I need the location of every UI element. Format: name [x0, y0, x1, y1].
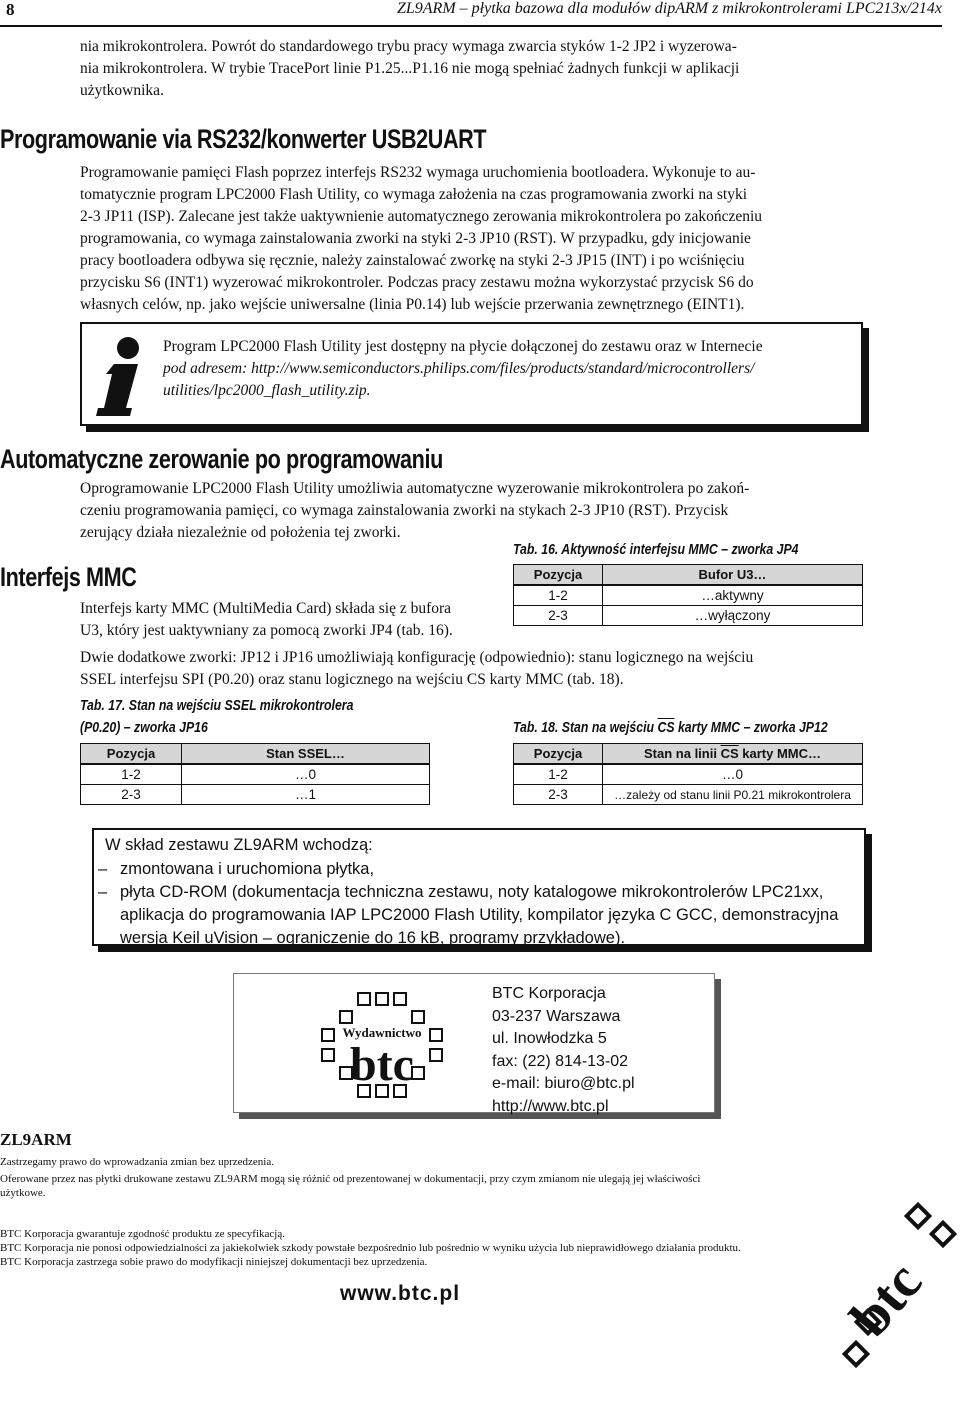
text-line: użytkownika.: [80, 82, 164, 99]
footer-note: Zastrzegamy prawo do wprowadzania zmian bez uprzedzenia.: [0, 1156, 274, 1168]
mmc-paragraph: [80, 598, 500, 642]
footer-note: BTC Korporacja zastrzega sobie prawo do modyfikacji niniejszej dokumentacji bez uprzedzenia.: [0, 1256, 428, 1268]
rs232-paragraph: [80, 162, 866, 316]
table-cell: …1: [182, 785, 430, 805]
table-header: Pozycja: [81, 744, 182, 765]
kit-item: [98, 881, 838, 951]
text-line: Program LPC2000 Flash Utility jest dostępny na płycie dołączonej do zestawu oraz w Internecie: [163, 338, 763, 355]
table-header: Pozycja: [514, 744, 603, 765]
table17: [80, 743, 430, 805]
table-cell: …0: [182, 764, 430, 785]
text-line: Dwie dodatkowe zworki: JP12 i JP16 umożliwiają konfigurację (odpowiednio): stanu logicznego na wejściu: [80, 649, 754, 666]
kit-dash: –: [98, 883, 108, 901]
table-cell: …zależy od stanu linii P0.21 mikrokontrolera: [603, 785, 863, 805]
text-line: SSEL interfejsu SPI (P0.20) oraz stanu logicznego na wejściu CS karty MMC (tab. 18).: [80, 671, 624, 688]
page-number: 8: [6, 0, 15, 19]
kit-item-text: zmontowana i uruchomiona płytka,: [120, 860, 375, 878]
kit-title: W skład zestawu ZL9ARM wchodzą:: [105, 836, 373, 854]
text-line: 2-3 JP11 (ISP). Zalecane jest także uaktywnienie automatycznego zerowania mikrokontrolera po zakończeniu: [80, 208, 763, 225]
section-heading-mmc: Interfejs MMC: [0, 562, 137, 592]
address-line: BTC Korporacja: [492, 985, 606, 1002]
kit-item-text: płyta CD-ROM (dokumentacja techniczna zestawu, noty katalogowe mikrokontrolerów LPC21xx, aplikacja do programowania IAP LPC2000 Flash Utility, kompilator języka C GCC, demonstracyjna wersja Keil uVision – ograniczenie do 16 kB, programy przykładowe).: [120, 883, 839, 947]
mmc-after-paragraph: [80, 647, 866, 691]
info-i-icon: [86, 336, 150, 418]
corner-logo-text: btc: [840, 1251, 935, 1349]
caption-cs-overline: $\overline{CS}$: [657, 719, 675, 736]
table-row: [514, 585, 863, 606]
table18-caption: [513, 719, 828, 736]
table-header: Bufor U3…: [603, 565, 863, 586]
info-text: [163, 336, 853, 402]
table-row: [514, 764, 863, 785]
table-cell: 1-2: [514, 764, 603, 785]
footer-website: www.btc.pl: [340, 1282, 461, 1305]
table-header: Pozycja: [514, 565, 603, 586]
text-line: pracy bootloadera odbywa się ręcznie, należy zainstalować zworkę na styki 2-3 JP15 (INT) i po wciśnięciu: [80, 252, 745, 269]
table16: [513, 564, 863, 626]
address-line: ul. Inowłodzka 5: [492, 1030, 607, 1047]
table-cell: 1-2: [514, 585, 603, 606]
text-line: nia mikrokontrolera. W trybie TracePort linie P1.25...P1.16 nie mogą spełniać żadnych funkcji w aplikacji: [80, 60, 740, 77]
publisher-address: [492, 983, 635, 1118]
table-header: Stan na linii $\overline{CS}$ karty MMC…: [603, 744, 863, 765]
autoreset-paragraph: [80, 478, 866, 544]
address-line: 03-237 Warszawa: [492, 1007, 621, 1025]
caption-text: Tab. 18. Stan na wejściu: [513, 719, 658, 736]
table-row: [81, 764, 430, 785]
text-line: pod adresem: http://www.semiconductors.philips.com/files/products/standard/microcontrollers/: [163, 360, 755, 377]
table-cell: 2-3: [514, 785, 603, 805]
text-line: własnych celów, np. jako wejście uniwersalne (linia P0.14) lub wejście przerwania zewnętrznego (EINT1).: [80, 296, 745, 313]
table-row: [514, 785, 863, 805]
table-row: [514, 606, 863, 626]
table-cell: …wyłączony: [603, 606, 863, 626]
text-line: programowania, co wymaga zainstalowania zworki na styki 2-3 JP10 (RST). W przypadku, gdy inicjowanie: [80, 230, 751, 247]
footer-brand: ZL9ARM: [0, 1130, 72, 1149]
section-heading-autoreset: Automatyczne zerowanie po programowaniu: [0, 444, 443, 474]
address-line: e-mail: biuro@btc.pl: [492, 1075, 635, 1092]
text-line: nia mikrokontrolera. Powrót do standardowego trybu pracy wymaga zwarcia styków 1-2 JP2 i wyzerowa-: [80, 38, 737, 55]
corner-btc-logo: [840, 1196, 960, 1396]
text-line: Interfejs karty MMC (MultiMedia Card) składa się z bufora: [80, 600, 452, 617]
intro-paragraph: [80, 36, 866, 102]
btc-chip-logo: [248, 985, 483, 1105]
section-heading-rs232: Programowanie via RS232/konwerter USB2UART: [0, 124, 487, 154]
table-cell: 2-3: [81, 785, 182, 805]
logo-label: Wydawnictwo: [342, 1025, 422, 1040]
table16-caption: Tab. 16. Aktywność interfejsu MMC – zworka JP4: [513, 541, 799, 558]
table17-caption-line2: (P0.20) – zworka JP16: [80, 719, 208, 736]
footer-note: Oferowane przez nas płytki drukowane zestawu ZL9ARM mogą się różnić od prezentowanej w dokumentacji, przy czym zmianom nie ulegają jej właściwości: [0, 1173, 701, 1185]
header-rule: [0, 25, 942, 27]
kit-item: [98, 858, 838, 881]
text-line: Oprogramowanie LPC2000 Flash Utility umożliwia automatyczne wyzerowanie mikrokontrolera po zakoń-: [80, 480, 750, 497]
text-line: czeniu programowania pamięci, co wymaga zainstalowania zworki na stykach 2-3 JP10 (RST). Przycisk: [80, 502, 729, 519]
footer-note: użytkowe.: [0, 1187, 46, 1199]
running-header-title: ZL9ARM – płytka bazowa dla modułów dipARM z mikrokontrolerami LPC213x/214x: [396, 0, 942, 17]
text-line: przycisku S6 (INT1) wyzerować mikrokontroler. Podczas pracy zestawu można wykorzystać przycisk S6 do: [80, 274, 754, 291]
text-line: U3, który jest uaktywniany za pomocą zworki JP4 (tab. 16).: [80, 622, 453, 639]
footer-note: BTC Korporacja nie ponosi odpowiedzialności za jakiekolwiek szkody powstałe bezpośrednio lub pośrednio w wyniku użycia lub nieprawidłowego działania produktu.: [0, 1242, 741, 1254]
table-cell: …aktywny: [603, 585, 863, 606]
table-cell: 2-3: [514, 606, 603, 626]
address-line: fax: (22) 814-13-02: [492, 1052, 629, 1070]
footer-note: BTC Korporacja gwarantuje zgodność produktu ze specyfikacją.: [0, 1228, 285, 1240]
logo-name: btc: [350, 1038, 414, 1091]
table-row: [81, 785, 430, 805]
table18: [513, 743, 863, 805]
text-line: tomatycznie program LPC2000 Flash Utility, co wymaga założenia na czas programowania zworki na styki: [80, 186, 748, 203]
caption-text: karty MMC – zworka JP12: [674, 719, 828, 736]
kit-dash: –: [98, 860, 108, 878]
table-cell: 1-2: [81, 764, 182, 785]
address-line: http://www.btc.pl: [492, 1097, 609, 1115]
table-cell: …0: [603, 764, 863, 785]
text-line: Programowanie pamięci Flash poprzez interfejs RS232 wymaga uruchomienia bootloadera. Wykonuje to au-: [80, 164, 756, 181]
text-line: utilities/lpc2000_flash_utility.zip.: [163, 382, 371, 399]
text-line: zerujący działa niezależnie od położenia tej zworki.: [80, 524, 401, 541]
table17-caption-line1: Tab. 17. Stan na wejściu SSEL mikrokontrolera: [80, 697, 354, 714]
table-header: Stan SSEL…: [182, 744, 430, 765]
